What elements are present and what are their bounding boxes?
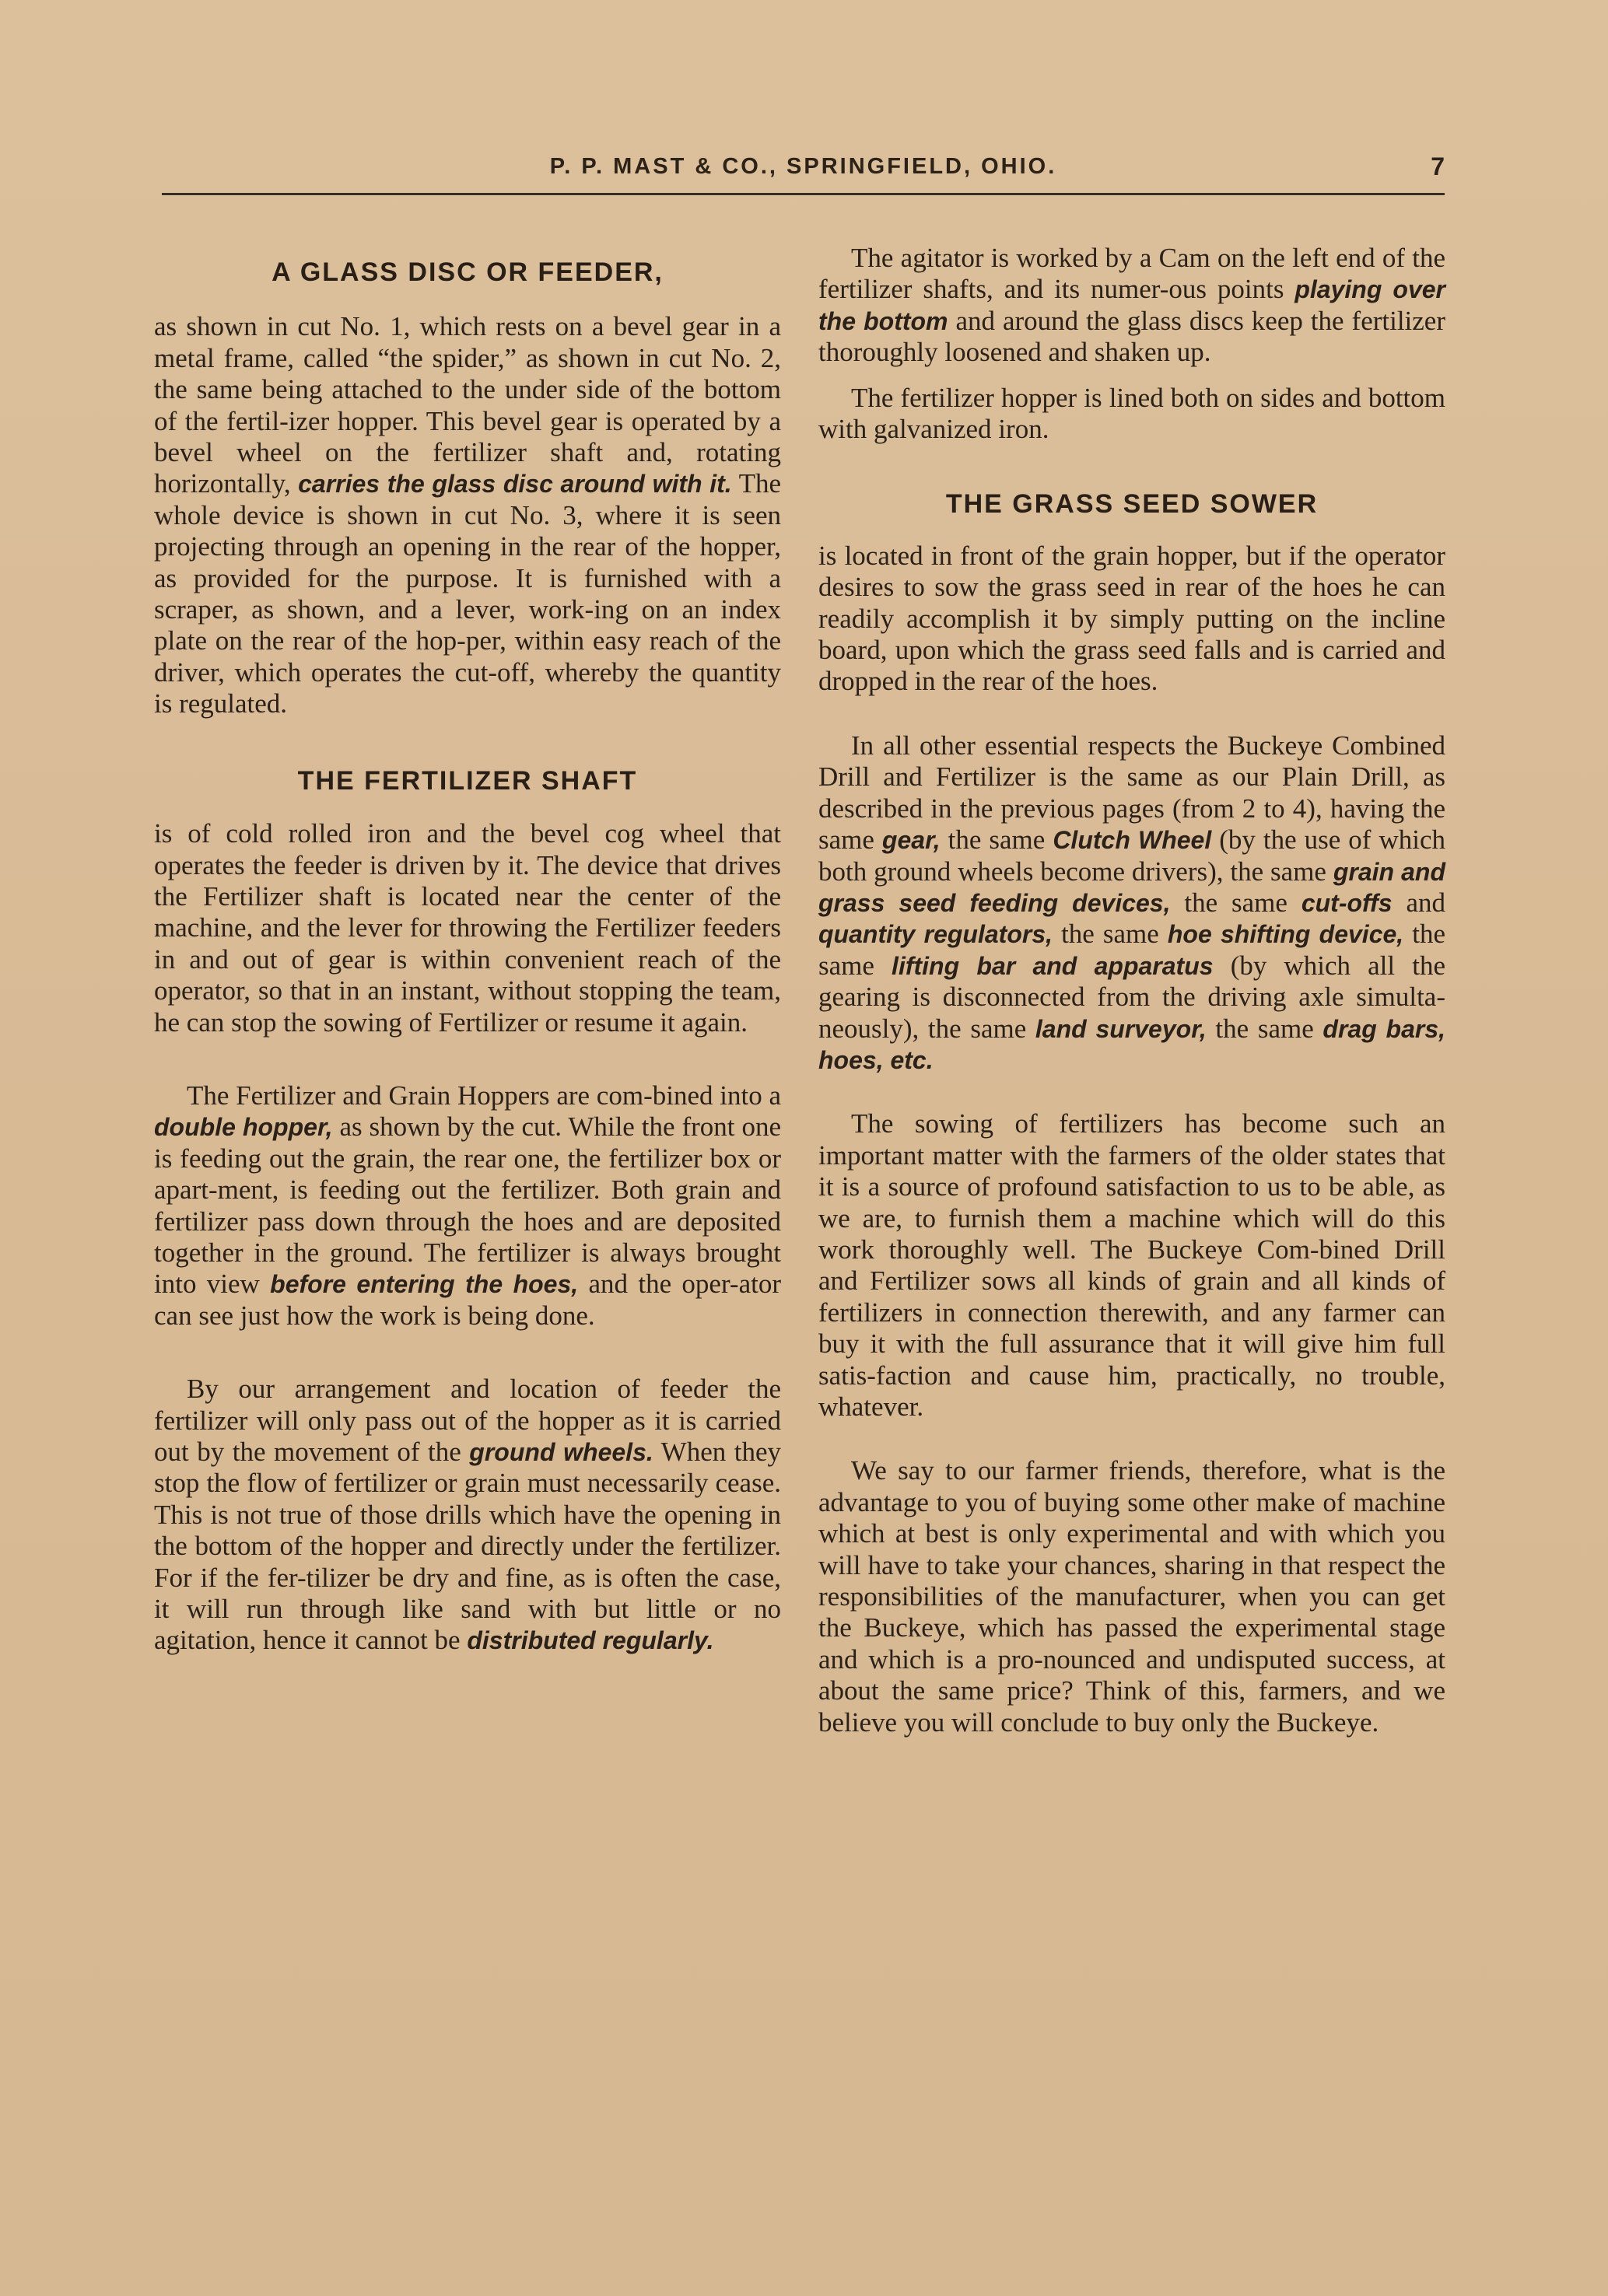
emphasis: quantity regulators, [818, 920, 1053, 949]
emphasis: cut-offs [1301, 888, 1393, 917]
emphasis: drag bars, hoes, etc. [818, 1014, 1446, 1074]
emphasis: double hopper, [154, 1113, 333, 1142]
paragraph-fertilizer-shaft: is of cold rolled iron and the bevel cog wheel that operates the feeder is driven by it. The device that drives the Fertilizer shaft is located near the center of the machine, and the lever for throwing the Fertilizer feeders in and out of gear is within convenient reach of the operator, so that in an instant, without stopping the team, he can stop the sowing of Fertilizer or resume it again. [154, 818, 781, 1038]
emphasis: hoe shifting device, [1167, 920, 1404, 949]
heading-glass-disc: A GLASS DISC OR FEEDER, [272, 257, 664, 287]
paragraph-double-hopper: The Fertilizer and Grain Hoppers are com-bined into a double hopper, as shown by the cut. While the front one is feeding out the grain, the rear one, the fertilizer box or apart-ment, is feeding out the fertilizer. Both grain and fertilizer pass down through the hoes and are deposited together in the ground. The fertilizer is always brought into view before entering the hoes, and the oper-ator can see just how the work is being done. [154, 1080, 781, 1331]
emphasis: carries the glass disc around with it. [298, 470, 732, 499]
emphasis: distributed regularly. [467, 1626, 714, 1655]
page-number: 7 [1431, 152, 1445, 180]
emphasis: before entering the hoes, [270, 1270, 579, 1299]
emphasis: ground wheels. [469, 1438, 653, 1466]
heading-fertilizer-shaft: THE FERTILIZER SHAFT [297, 765, 638, 796]
emphasis: land surveyor, [1035, 1014, 1207, 1043]
paragraph-feeder-arrangement: By our arrangement and location of feeder the fertilizer will only pass out of the hopper as it is carried out by the movement of the ground wheels. When they stop the flow of fertilizer or grain must necessarily cease. This is not true of those drills which have the opening in the bottom of the hopper and directly under the fertilizer. For if the fer-tilizer be dry and fine, as is often the case, it will run through like sand with but little or no agitation, hence it cannot be distributed regularly. [154, 1374, 782, 1656]
paragraph-hopper-lining: The fertilizer hopper is lined both on sides and bottom with galvanized iron. [818, 382, 1445, 445]
heading-grass-seed-sower: THE GRASS SEED SOWER [945, 489, 1319, 520]
paragraph-essential-respects: In all other essential respects the Buckeye Combined Drill and Fertilizer is the same as our Plain Drill, as described in the previous pages (from 2 to 4), having the same gear, the same Clutch Wheel (by the use of which both ground wheels become drivers), the same grain and grass seed feeding devices, the same cut-offs and quantity regulators, the same hoe shifting device, the same lifting bar and apparatus (by which all the gearing is disconnected from the driving axle simulta-neously), the same land surveyor, the same drag bars, hoes, etc. [818, 730, 1446, 1074]
emphasis: lifting bar and apparatus [892, 951, 1214, 980]
emphasis: grain and grass seed feeding devices, [818, 857, 1446, 917]
left-column [154, 247, 781, 1657]
paragraph-agitator: The agitator is worked by a Cam on the left end of the fertilizer shafts, and its numer-ous points playing over the bottom and around the glass discs keep the fertilizer thoroughly loosened and shaken up. [818, 243, 1446, 368]
page-header [162, 146, 1445, 193]
header-rule [162, 193, 1445, 195]
paragraph-glass-disc: as shown in cut No. 1, which rests on a bevel gear in a metal frame, called “the spider,” as shown in cut No. 2, the same being attached to the under side of the bottom of the fertil-izer hopper. This bevel gear is operated by a bevel wheel on the fertilizer shaft and, rotating horizontally, carries the glass disc around with it. The whole device is shown in cut No. 3, where it is seen projecting through an opening in the rear of the hopper, as provided for the purpose. It is furnished with a scraper, as shown, and a lever, work-ing on an index plate on the rear of the hop-per, within easy reach of the driver, which operates the cut-off, whereby the quantity is regulated. [154, 311, 781, 719]
emphasis: gear, [881, 826, 941, 855]
paragraph-sowing-fertilizers: The sowing of fertilizers has become such an important matter with the farmers of the older states that it is a source of profound satisfaction to us to be able, as we are, to furnish them a machine which will do this work thoroughly well. The Buckeye Com-bined Drill and Fertilizer sows all kinds of grain and all kinds of fertilizers in connection therewith, and any farmer can buy it with the full assurance that it will give him full satis-faction and cause him, practically, no trouble, whatever. [818, 1108, 1445, 1422]
emphasis: Clutch Wheel [1053, 826, 1212, 855]
emphasis: playing over the bottom [818, 275, 1445, 335]
paragraph-farmer-friends: We say to our farmer friends, therefore, what is the advantage to you of buying some other make of machine which at best is only experimental and with which you will have to take your chances, sharing in that respect the responsibilities of the manufacturer, when you can get the Buckeye, which has passed the experimental stage and which is a pro-nounced and undisputed success, at about the same price? Think of this, farmers, and we believe you will conclude to buy only the Buckeye. [818, 1455, 1445, 1738]
running-head: P. P. MAST & CO., SPRINGFIELD, OHIO. [549, 154, 1057, 179]
paragraph-grass-seed: is located in front of the grain hopper, but if the operator desires to sow the grass seed in rear of the hoes he can readily accomplish it by simply putting on the incline board, upon which the grass seed falls and is carried and dropped in the rear of the hoes. [818, 540, 1445, 697]
right-column [818, 243, 1445, 1738]
